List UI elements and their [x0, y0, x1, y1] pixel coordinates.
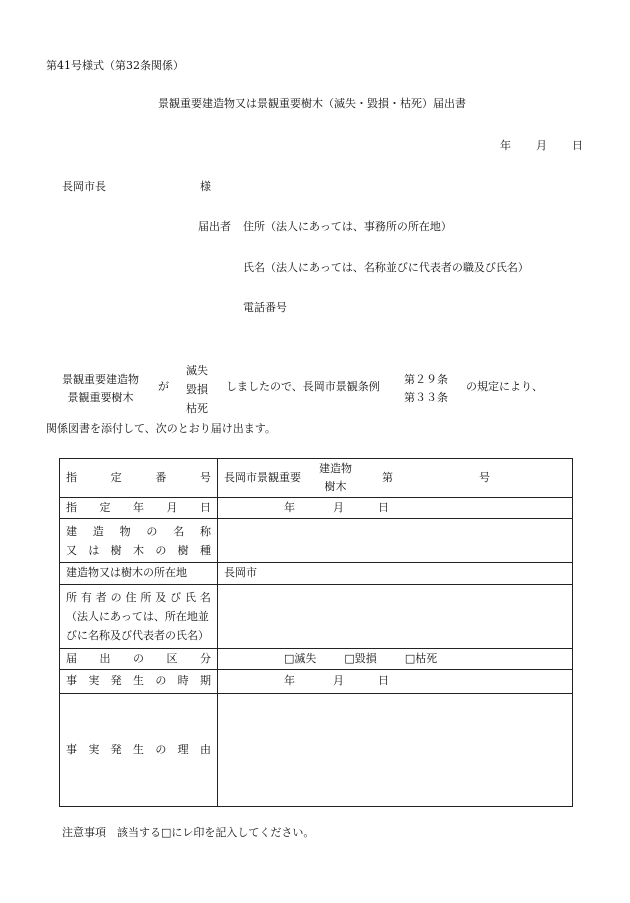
statement-event-damage: 毀損 [186, 383, 208, 396]
notification-table [59, 458, 573, 807]
label-owner-line2: （法人にあっては、所在地並 [66, 610, 209, 623]
notifier-name-label: 氏名（法人にあっては、名称並びに代表者の職及び氏名） [243, 261, 529, 274]
addressee-name: 長岡市長 [62, 180, 106, 193]
addressee-honorific: 様 [200, 180, 211, 193]
checkbox-loss[interactable]: □滅失 [284, 651, 317, 665]
table-row-location [60, 563, 573, 585]
designation-month: 月 [333, 500, 344, 514]
designation-type-building: 建造物 [319, 462, 352, 475]
statement-subject-building: 景観重要建造物 [62, 373, 139, 386]
statement-end: の規定により、 [466, 380, 543, 393]
designation-type-tree: 樹木 [324, 480, 347, 493]
table-row-designation-number [60, 459, 573, 498]
designation-go: 号 [479, 470, 490, 484]
statement-articles [404, 371, 448, 407]
label-designation-number: 指 定 番 号 [60, 459, 218, 498]
checkbox-withering[interactable]: □枯死 [404, 651, 438, 665]
field-owner[interactable] [218, 585, 573, 649]
statement-event-loss: 滅失 [186, 364, 208, 377]
label-location: 建造物又は樹木の所在地 [60, 563, 218, 585]
statement-middle: しましたので、長岡市景観条例 [226, 380, 380, 393]
statement-line2: 関係図書を添付して、次のとおり届け出ます。 [46, 422, 276, 435]
occurrence-day: 日 [378, 674, 389, 688]
designation-prefix: 長岡市景観重要 [224, 470, 301, 484]
field-name-species[interactable] [218, 519, 573, 563]
label-designation-date: 指 定 年 月 日 [60, 498, 218, 519]
statement-article-29: 第２９条 [404, 373, 448, 386]
date-month: 月 [536, 139, 547, 152]
designation-day: 日 [378, 500, 389, 514]
notifier-address-label: 住所（法人にあっては、事務所の所在地） [243, 220, 452, 233]
form-title: 景観重要建造物又は景観重要樹木（滅失・毀損・枯死）届出書 [158, 97, 466, 110]
statement-events [186, 361, 208, 418]
notifier-phone-label: 電話番号 [243, 301, 287, 314]
field-category [218, 649, 573, 670]
statement-ga: が [158, 380, 169, 393]
occurrence-year: 年 [284, 674, 295, 688]
note: 注意事項 該当する□にレ印を記入してください。 [62, 826, 315, 839]
table-row-name-species [60, 519, 573, 563]
statement-event-withering: 枯死 [186, 402, 208, 415]
designation-dai: 第 [382, 470, 393, 484]
field-designation-date[interactable] [218, 498, 573, 519]
table-row-owner [60, 585, 573, 649]
statement-subject-tree: 景観重要樹木 [67, 391, 134, 404]
field-occurrence-reason[interactable] [218, 694, 573, 807]
label-occurrence-date: 事 実 発 生 の 時 期 [60, 670, 218, 694]
label-category: 届 出 の 区 分 [60, 649, 218, 670]
label-occurrence-reason: 事 実 発 生 の 理 由 [60, 694, 218, 807]
field-occurrence-date[interactable] [218, 670, 573, 694]
field-location[interactable]: 長岡市 [218, 563, 573, 585]
label-name-species: 建 造 物 の 名 称 又 は 樹 木 の 樹 種 [60, 519, 218, 563]
label-owner: 所 有 者 の 住 所 及 び 氏 名 （法人にあっては、所在地並 びに名称及び代表者の氏名） [60, 585, 218, 649]
table-row-occurrence-reason [60, 694, 573, 807]
statement-article-33: 第３３条 [404, 391, 448, 404]
field-designation-number[interactable] [218, 459, 573, 498]
notifier-label: 届出者 [198, 220, 231, 233]
table-row-designation-date [60, 498, 573, 519]
designation-type [319, 460, 352, 496]
checkbox-damage[interactable]: □毀損 [344, 651, 377, 665]
designation-year: 年 [284, 500, 295, 514]
form-number: 第41号様式（第32条関係） [46, 59, 184, 72]
table-row-occurrence-date [60, 670, 573, 694]
label-owner-line3: びに名称及び代表者の氏名） [66, 629, 209, 642]
statement-subjects [62, 371, 139, 407]
date-year: 年 [500, 139, 511, 152]
occurrence-month: 月 [333, 674, 344, 688]
table-row-category [60, 649, 573, 670]
date-day: 日 [572, 139, 583, 152]
